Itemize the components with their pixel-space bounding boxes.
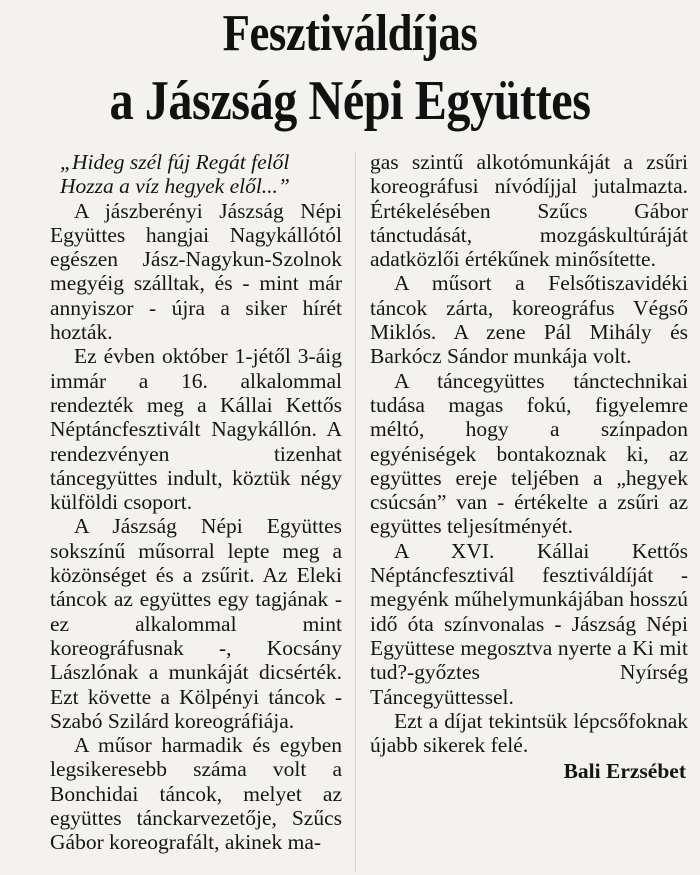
paragraph: Ezt a díjat tekintsük lépcsőfoknak újabb sikerek felé.	[370, 708, 688, 758]
column-right	[370, 150, 688, 784]
paragraph-continued: gas szintű alkotómunkáját a zsűri koreográfusi nívódíjjal jutalmazta. Értékelésében Szűcs Gábor tánctudását, mozgáskultúráját adatközlői értékűnek minősítette.	[370, 150, 688, 272]
paragraph: A táncegyüttes tánctechnikai tudása magas fokú, figyelemre méltó, hogy a színpadon egyéniségek bontakoznak ki, az együttes ereje teljében a „hegyek csúcsán” van - értékelte a zsűri az együttes teljesítményét.	[370, 368, 688, 539]
quote-line-1: „Hideg szél fúj Regát felől	[60, 150, 290, 174]
paragraph: A műsort a Felsőtiszavidéki táncok zárta, koreográfus Végső Miklós. A zene Pál Mihály és Barkócz Sándor munkája volt.	[370, 271, 688, 369]
paragraph: A műsor harmadik és egyben legsikeresebb száma volt a Bonchidai táncok, melyet az együttes tánckarvezetője, Szűcs Gábor koreografált, akinek ma-	[50, 733, 342, 855]
author-byline: Bali Erzsébet	[563, 759, 686, 784]
paragraph: A XVI. Kállai Kettős Néptáncfesztivál fesztiváldíját - megyénk műhelymunkájában hosszú idő óta színvonalas - Jászság Népi Együttese megosztva nyerte a Ki mit tud?-győztes Nyírség Táncegyüttessel.	[370, 538, 688, 709]
headline-line-1: Fesztiváldíjas	[222, 5, 478, 62]
column-left	[50, 150, 342, 855]
paragraph: A jászberényi Jászság Népi Együttes hangjai Nagykállótól egészen Jász-Nagykun-Szolnok megyéig szálltak, és - mint már annyiszor - újra a siker hírét hozták.	[50, 198, 342, 345]
paragraph: Ez évben október 1-jétől 3-áig immár a 16. alkalommal rendezték meg a Kállai Kettős Néptáncfesztivált Nagykállón. A rendezvényen tizenhat táncegyüttes indult, köztük négy külföldi csoport.	[50, 344, 342, 515]
column-divider	[355, 152, 356, 872]
paragraph: A Jászság Népi Együttes sokszínű műsorral lepte meg a közönséget és a zsűrit. Az Eleki táncok az együttes egy tagjának - ez alkalommal mint koreográfusnak -, Kocsány Lászlónak a munkáját dicsérték. Ezt követte a Kölpényi táncok - Szabó Szilárd koreográfiája.	[50, 514, 342, 733]
epigraph-quote	[50, 150, 342, 199]
headline-line-2: a Jászság Népi Együttes	[109, 70, 591, 132]
quote-line-2: Hozza a víz hegyek elől...”	[60, 174, 290, 199]
